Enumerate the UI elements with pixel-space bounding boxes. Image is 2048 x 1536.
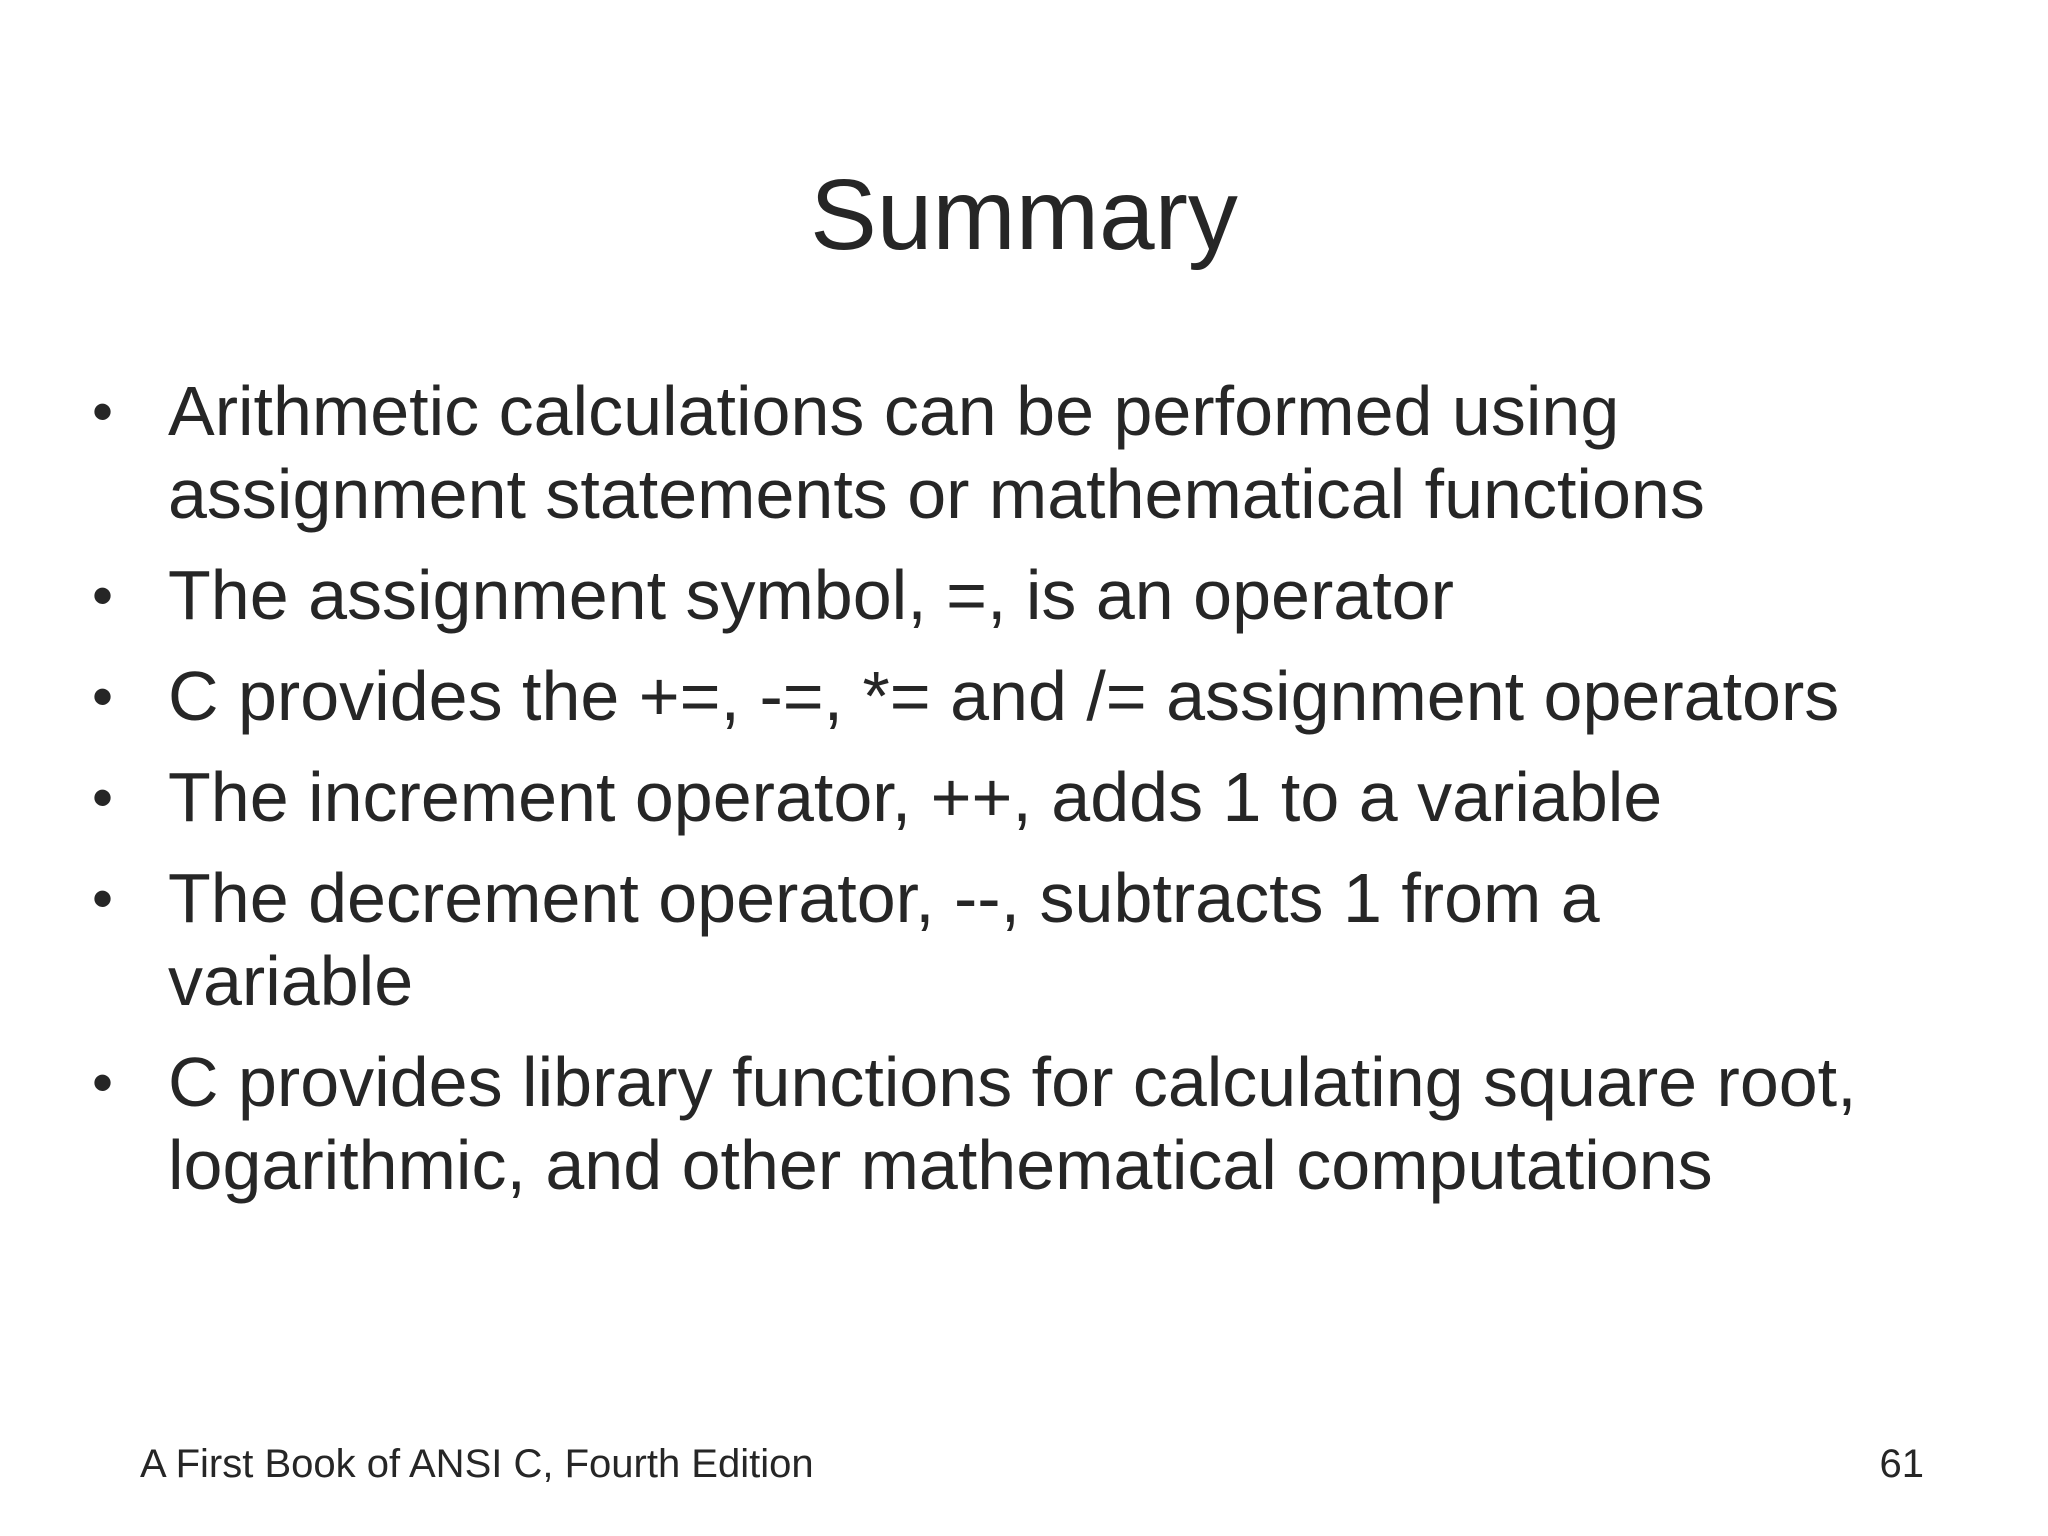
bullet-item — [0, 370, 2048, 536]
bullet-text-line: The increment operator, ++, adds 1 to a variable — [168, 758, 1663, 836]
bullet-item — [0, 857, 2048, 1023]
bullet-icon: • — [92, 1049, 114, 1116]
bullet-icon: • — [92, 562, 114, 629]
bullet-text-line: Arithmetic calculations can be performed using — [168, 372, 1620, 450]
bullet-text-line: logarithmic, and other mathematical computations — [168, 1126, 1713, 1204]
bullet-item — [0, 1041, 2048, 1207]
bullet-text-line: C provides the +=, -=, *= and /= assignment operators — [168, 657, 1840, 735]
bullet-icon: • — [92, 764, 114, 831]
bullet-icon: • — [92, 663, 114, 730]
bullet-text-line: C provides library functions for calculating square root, — [168, 1043, 1857, 1121]
bullet-item — [0, 554, 2048, 637]
bullet-text-line: variable — [168, 942, 414, 1020]
bullet-icon: • — [92, 865, 114, 932]
bullet-item — [0, 655, 2048, 738]
bullet-text-line: assignment statements or mathematical functions — [168, 455, 1705, 533]
bullet-text-line: The decrement operator, --, subtracts 1 from a — [168, 859, 1600, 937]
bullet-item — [0, 756, 2048, 839]
bullet-list — [0, 370, 2048, 1225]
footer-page-number: 61 — [1879, 1442, 1924, 1486]
footer-book-title: A First Book of ANSI C, Fourth Edition — [140, 1442, 814, 1486]
slide-title: Summary — [810, 159, 1238, 271]
bullet-icon: • — [92, 378, 114, 445]
bullet-text-line: The assignment symbol, =, is an operator — [168, 556, 1454, 634]
